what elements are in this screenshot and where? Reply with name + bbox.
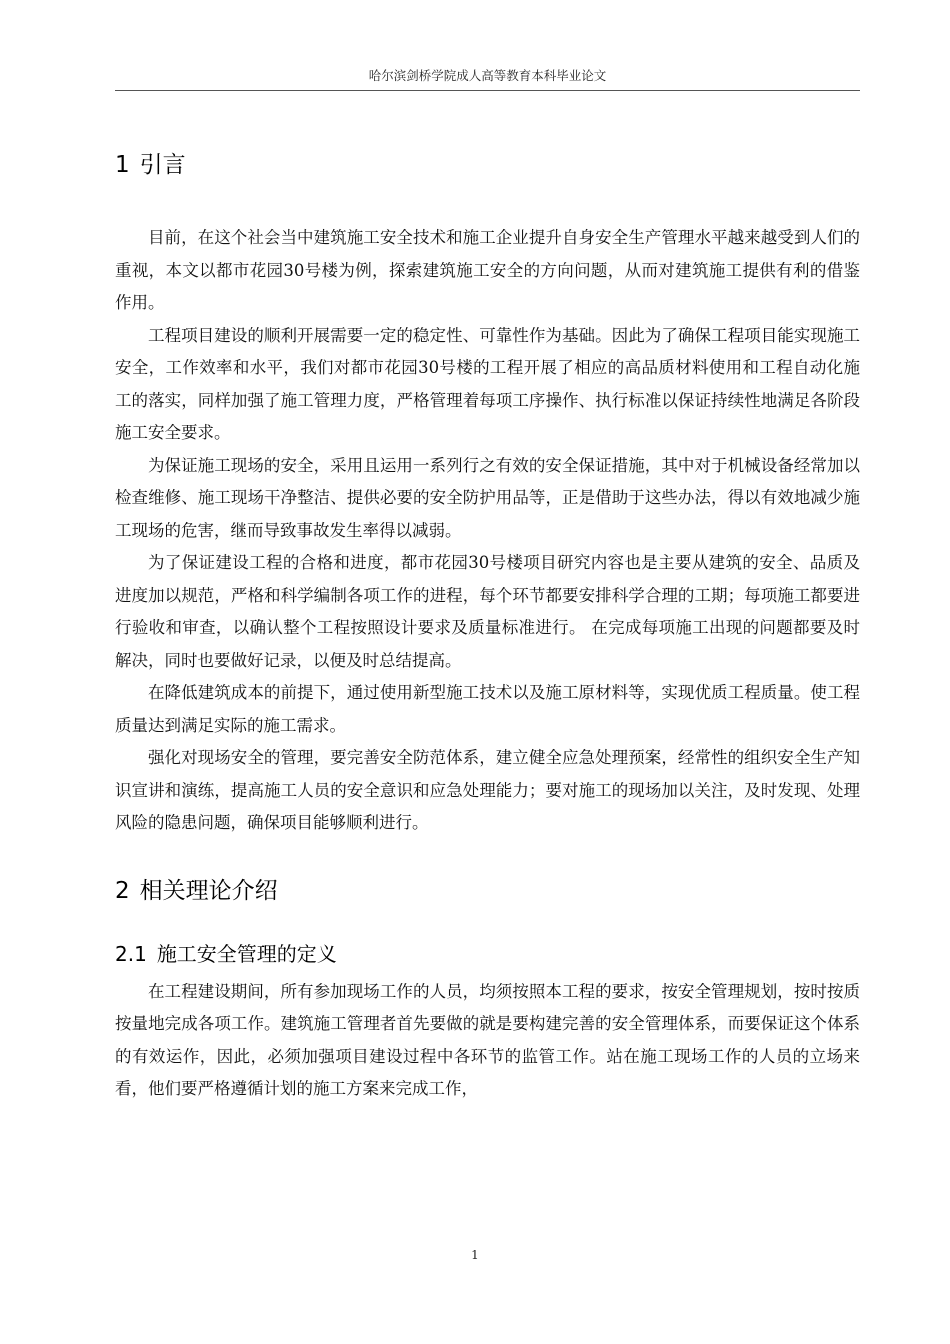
paragraph: 为了保证建设工程的合格和进度，都市花园30号楼项目研究内容也是主要从建筑的安全、品质及进度加以规范，严格和科学编制各项工作的进程，每个环节都要安排科学合理的工期；每项施工都要进行验收和审查，以确认整个工程按照设计要求及质量标准进行。 在完成每项施工出现的问题都要及时解决，同时也要做好记录，以便及时总结提高。: [115, 553, 860, 670]
paragraph: 工程项目建设的顺利开展需要一定的稳定性、可靠性作为基础。因此为了确保工程项目能实现施工安全，工作效率和水平，我们对都市花园30号楼的工程开展了相应的高品质材料使用和工程自动化施工的落实，同样加强了施工管理力度，严格管理着每项工序操作、执行标准以保证持续性地满足各阶段施工安全要求。: [115, 325, 860, 442]
paragraph: 在降低建筑成本的前提下，通过使用新型施工技术以及施工原材料等，实现优质工程质量。使工程质量达到满足实际的施工需求。: [115, 683, 860, 735]
section-2-1-heading: [115, 940, 860, 968]
page-header: [115, 66, 860, 91]
section-1-heading: [115, 150, 860, 180]
paragraph: 为保证施工现场的安全，采用且运用一系列行之有效的安全保证措施，其中对于机械设备经常加以检查维修、施工现场干净整洁、提供必要的安全防护用品等，正是借助于这些办法，得以有效地减少施工现场的危害，继而导致事故发生率得以减弱。: [115, 455, 860, 540]
document-body: [115, 150, 860, 1106]
paragraph: 在工程建设期间，所有参加现场工作的人员，均须按照本工程的要求，按安全管理规划，按时按质按量地完成各项工作。建筑施工管理者首先要做的就是要构建完善的安全管理体系，而要保证这个体系的有效运作，因此，必须加强项目建设过程中各环节的监管工作。站在施工现场工作的人员的立场来看，他们要严格遵循计划的施工方案来完成工作，: [115, 981, 860, 1098]
section-2-heading: [115, 876, 860, 906]
section-2-number: 2: [115, 877, 130, 904]
section-2-1-number: 2.1: [115, 941, 147, 966]
section-2-title: 相关理论介绍: [139, 877, 278, 904]
paragraph: 目前，在这个社会当中建筑施工安全技术和施工企业提升自身安全生产管理水平越来越受到人们的重视，本文以都市花园30号楼为例，探索建筑施工安全的方向问题，从而对建筑施工提供有利的借鉴作用。: [115, 228, 860, 312]
page-number: 1: [471, 1248, 479, 1262]
page-footer: [0, 1248, 950, 1262]
section-1-number: 1: [115, 152, 130, 178]
section-2-1-title: 施工安全管理的定义: [156, 941, 337, 966]
header-title: 哈尔滨剑桥学院成人高等教育本科毕业论文: [368, 68, 607, 83]
section-1-title: 引言: [139, 152, 186, 178]
paragraph: 强化对现场安全的管理，要完善安全防范体系，建立健全应急处理预案，经常性的组织安全生产知识宣讲和演练，提高施工人员的安全意识和应急处理能力；要对施工的现场加以关注，及时发现、处理风险的隐患问题，确保项目能够顺利进行。: [115, 748, 860, 832]
